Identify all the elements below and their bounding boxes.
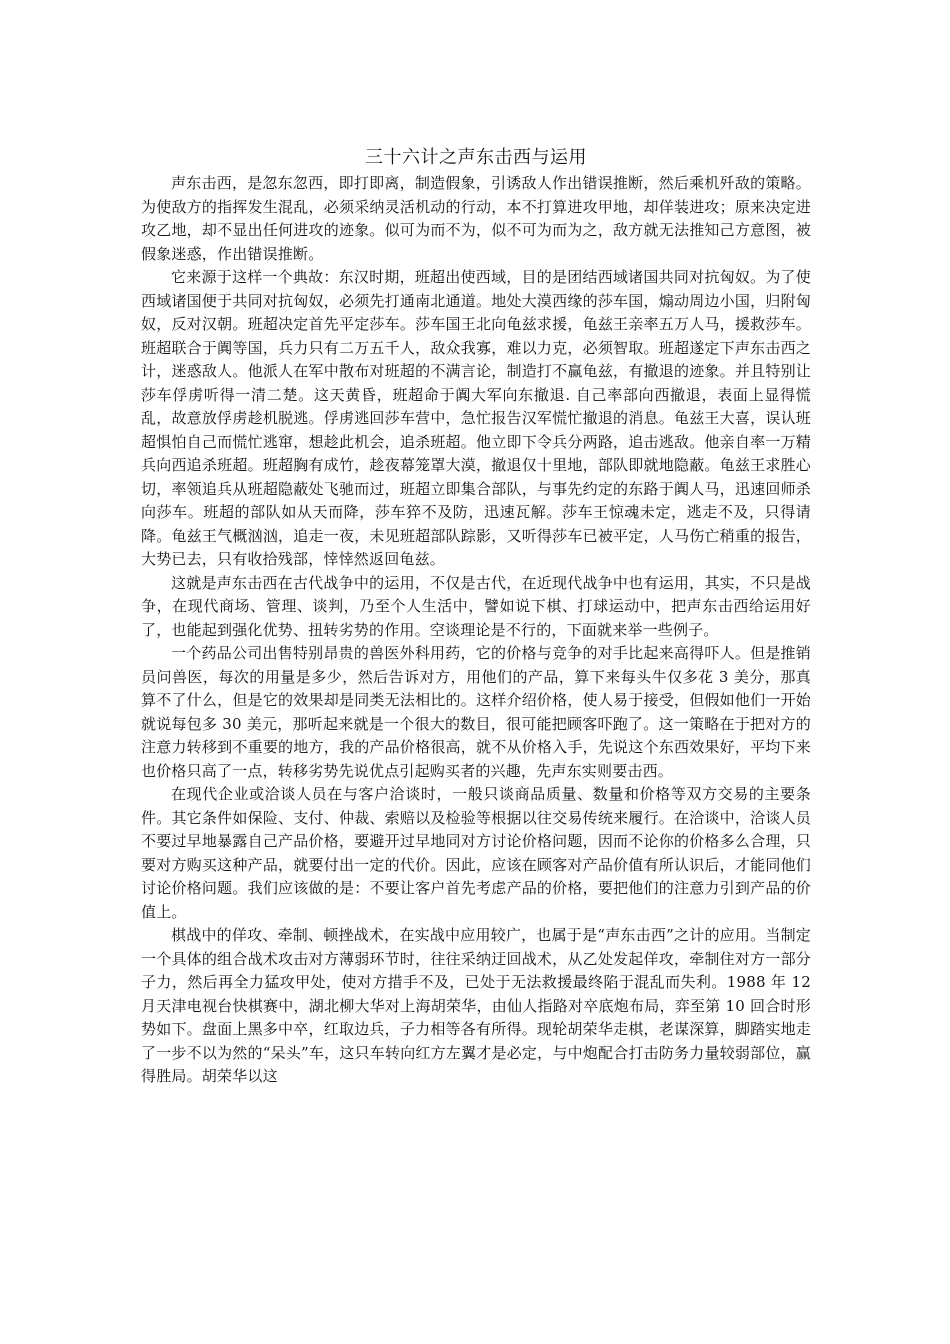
document-title: 三十六计之声东击西与运用 <box>365 147 587 168</box>
document-body <box>141 146 811 1089</box>
paragraph-definition: 声东击西，是忽东忽西，即打即离，制造假象，引诱敌人作出错误推断，然后乘机歼敌的策略。为使敌方的指挥发生混乱，必须采纳灵活机动的行动，本不打算进攻甲地，却佯装进攻；原来决定进攻乙地，却不显出任何进攻的迹象。似可为而不为，似不可为而为之，敌方就无法推知己方意图，被假象迷惑，作出错误推断。 <box>141 174 811 263</box>
paragraph-chess-example: 棋战中的佯攻、牵制、顿挫战术，在实战中应用较广，也属于是“声东击西”之计的应用。当制定一个具体的组合战术攻击对方薄弱环节时，往往采纳迂回战术，从乙处发起佯攻，牵制住对方一部分子力，然后再全力猛攻甲处，使对方措手不及，已处于无法救援最终陷于混乱而失利。1988 年 12 月天津电视台快棋赛中，湖北柳大华对上海胡荣华，由仙人指路对卒底炮布局，弈至第 10 回合时形势如下。盘面上黑多中卒，红取边兵，子力相等各有所得。现轮胡荣华走棋，老谋深算，脚踏实地走了一步不以为然的“呆头”车，这只车转向红方左翼才是必定，与中炮配合打击防务力量较弱部位，赢得胜局。胡荣华以这 <box>141 926 811 1085</box>
paragraph-negotiation-example: 在现代企业或洽谈人员在与客户洽谈时，一般只谈商品质量、数量和价格等双方交易的主要条件。其它条件如保险、支付、仲裁、索赔以及检验等根据以往交易传统来履行。在洽谈中，洽谈人员不要过早地暴露自己产品价格，要避开过早地同对方讨论价格问题，因而不论你的价格多么合理，只要对方购买这种产品，就要付出一定的代价。因此，应该在顾客对产品价值有所认识后，才能同他们讨论价格问题。我们应该做的是：不要让客户首先考虑产品的价格，要把他们的注意力引到产品的价值上。 <box>141 785 811 921</box>
paragraph-pharma-example: 一个药品公司出售特别昂贵的兽医外科用药，它的价格与竞争的对手比起来高得吓人。但是推销员问兽医，每次的用量是多少，然后告诉对方，用他们的产品，算下来每头牛仅多花 3 美分，那真算不了什么，但是它的效果却是同类无法相比的。这样介绍价格，使人易于接受，但假如他们一开始就说每包多 30 美元，那听起来就是一个很大的数目，很可能把顾客吓跑了。这一策略在于把对方的注意力转移到不重要的地方，我的产品价格很高，就不从价格入手，先说这个东西效果好，平均下来也价格只高了一点，转移劣势先说优点引起购买者的兴趣，先声东实则要击西。 <box>141 644 811 780</box>
paragraph-modern-usage: 这就是声东击西在古代战争中的运用，不仅是古代，在近现代战争中也有运用，其实，不只是战争，在现代商场、管理、谈判，乃至个人生活中，譬如说下棋、打球运动中，把声东击西给运用好了，也能起到强化优势、扭转劣势的作用。空谈理论是不行的，下面就来举一些例子。 <box>141 573 811 639</box>
paragraph-origin-story: 它来源于这样一个典故：东汉时期，班超出使西域，目的是团结西域诸国共同对抗匈奴。为了使西域诸国便于共同对抗匈奴，必须先打通南北通道。地处大漠西缘的莎车国，煽动周边小国，归附匈奴，反对汉朝。班超决定首先平定莎车。莎车国王北向龟兹求援，龟兹王亲率五万人马，援救莎车。班超联合于阗等国，兵力只有二万五千人，敌众我寡，难以力克，必须智取。班超遂定下声东击西之计，迷惑敌人。他派人在军中散布对班超的不满言论，制造打不赢龟兹，有撤退的迹象。并且特别让莎车俘虏听得一清二楚。这天黄昏，班超命于阗大军向东撤退. 自己率部向西撤退，表面上显得慌乱，故意放俘虏趁机脱逃。俘虏逃回莎车营中，急忙报告汉军慌忙撤退的消息。龟兹王大喜，误认班超惧怕自己而慌忙逃窜，想趁此机会，追杀班超。他立即下令兵分两路，追击逃敌。他亲自率一万精兵向西追杀班超。班超胸有成竹，趁夜幕笼罩大漠，撤退仅十里地，部队即就地隐蔽。龟兹王求胜心切，率领追兵从班超隐蔽处飞驰而过，班超立即集合部队，与事先约定的东路于阗人马，迅速回师杀向莎车。班超的部队如从天而降，莎车猝不及防，迅速瓦解。莎车王惊魂未定，逃走不及，只得请降。龟兹王气概汹汹，追走一夜，未见班超部队踪影，又听得莎车已被平定，人马伤亡稍重的报告，大势已去，只有收拾残部，悻悻然返回龟兹。 <box>141 268 811 568</box>
